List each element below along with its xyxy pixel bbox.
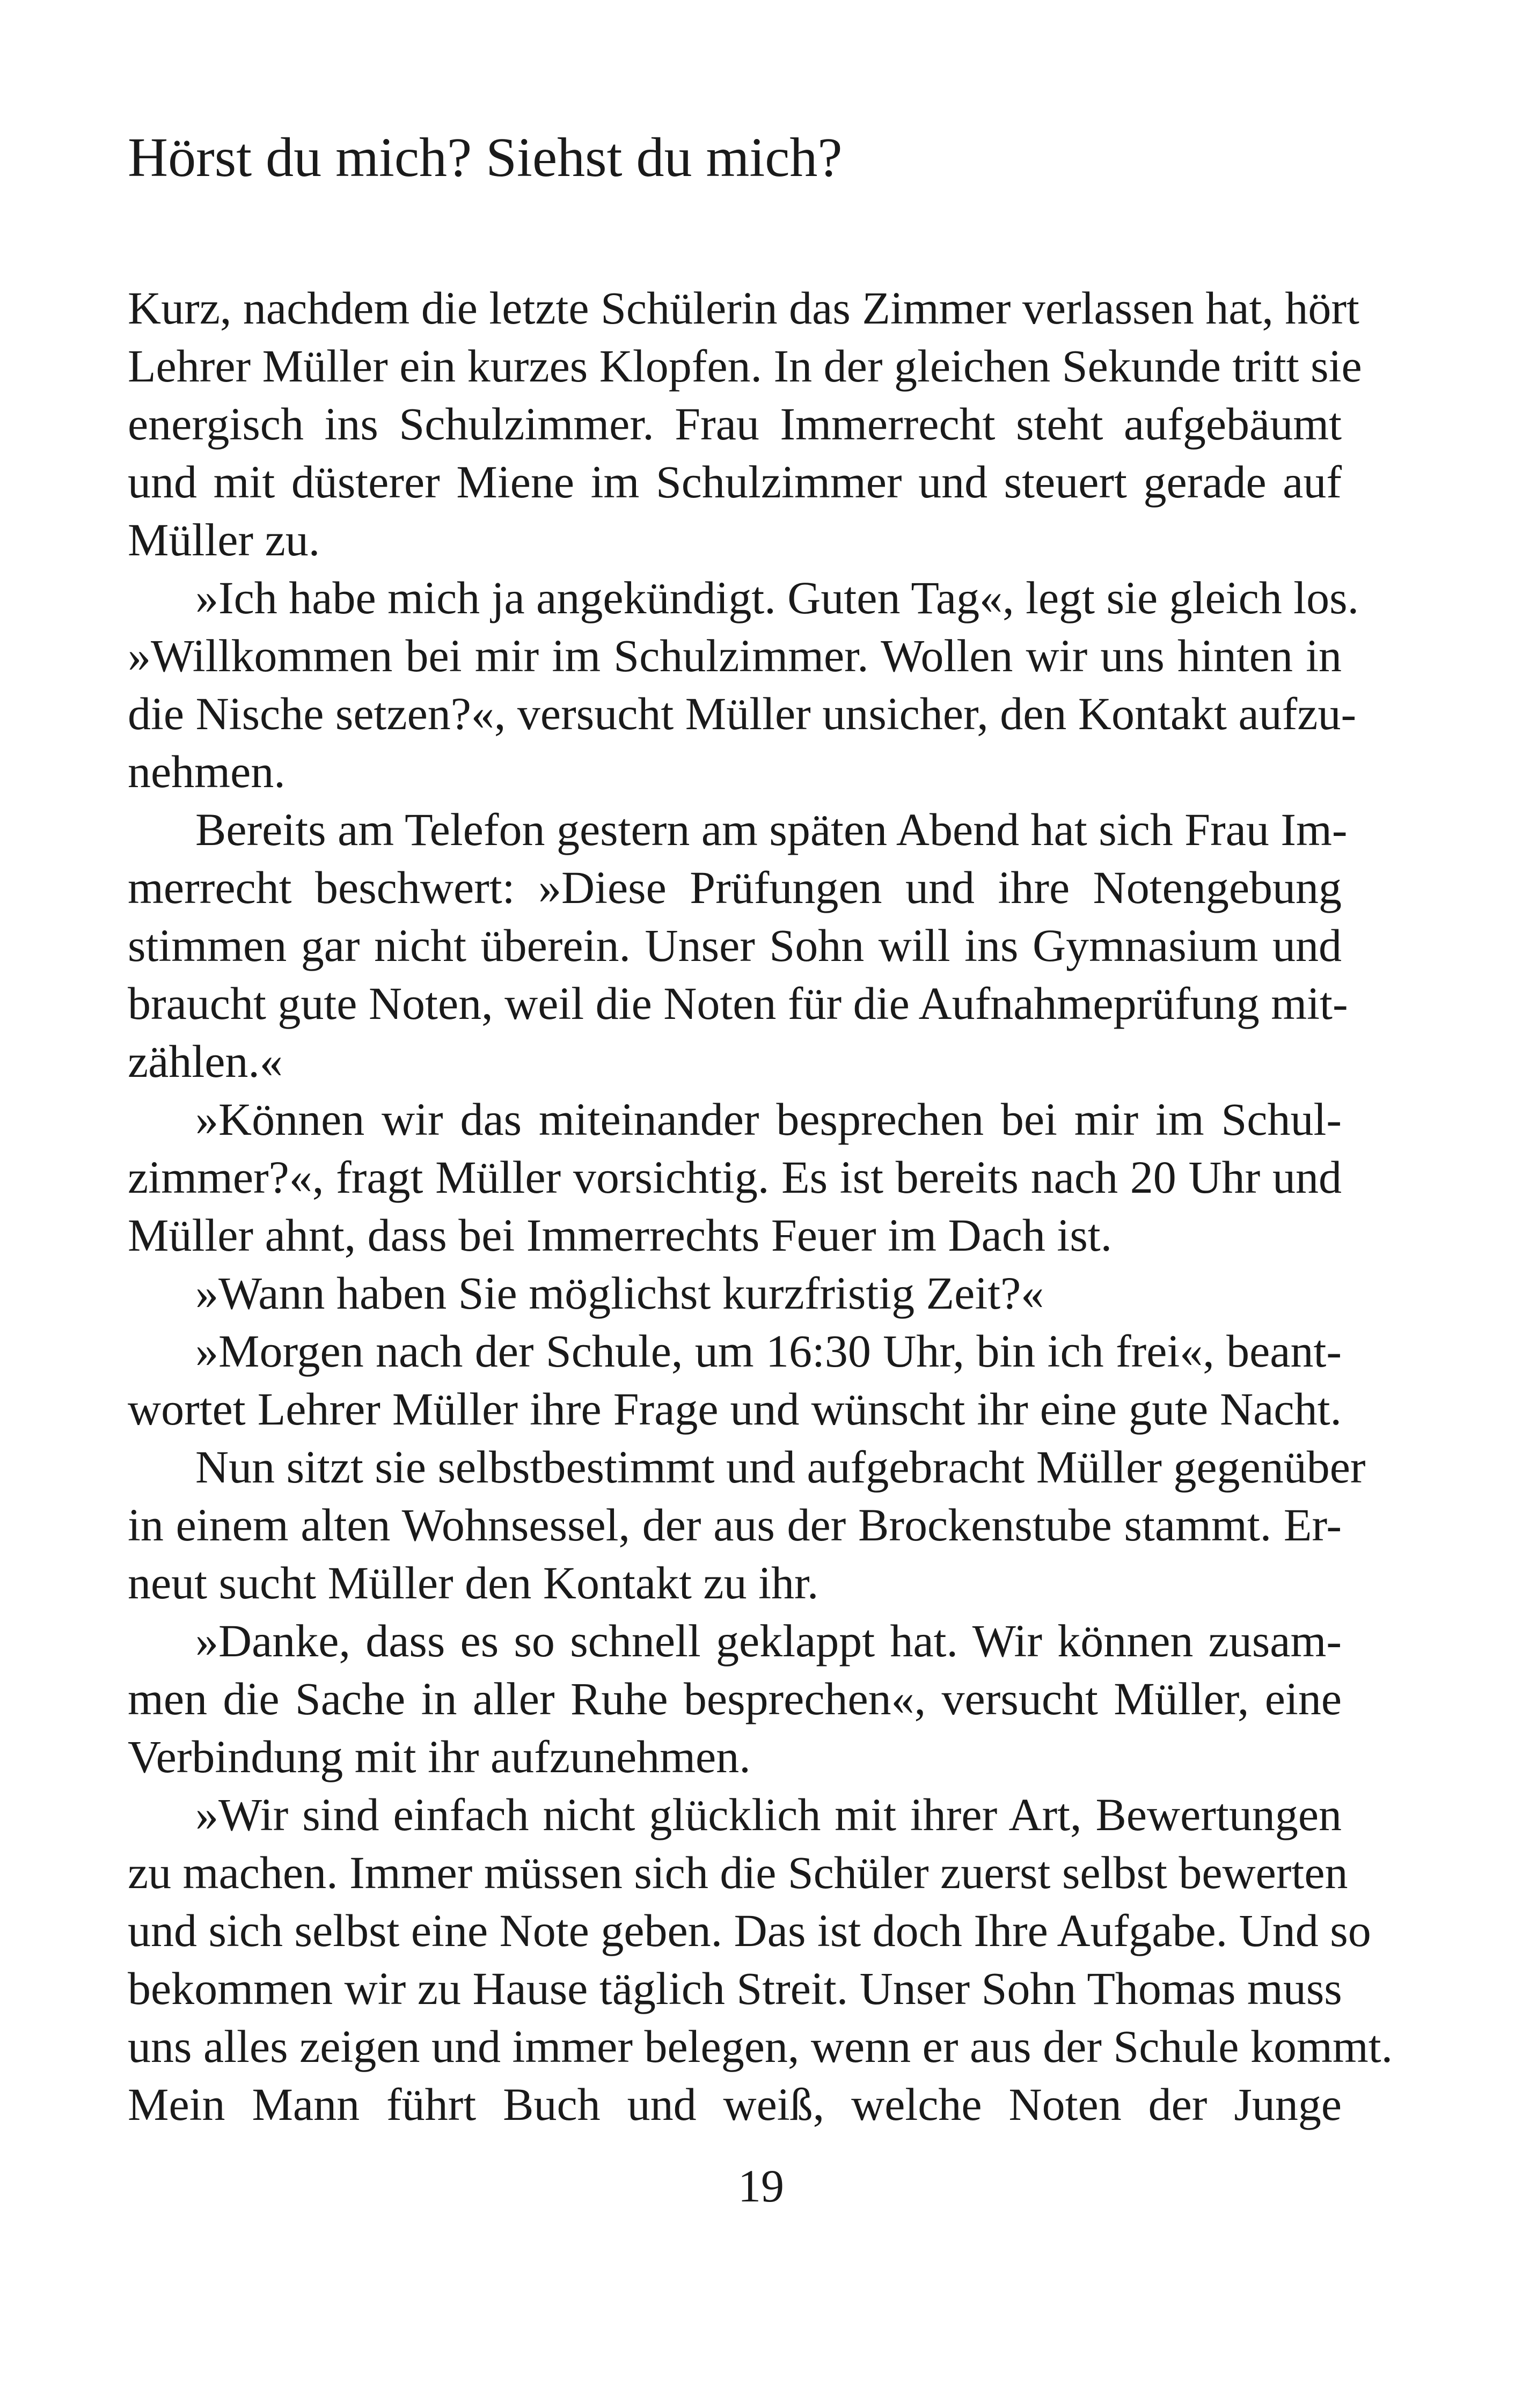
page-number: 19 xyxy=(738,2160,784,2212)
text-line: und mit düsterer Miene im Schulzimmer und steuert gerade auf xyxy=(128,456,1342,508)
text-line: stimmen gar nicht überein. Unser Sohn will ins Gymnasium und xyxy=(128,920,1342,971)
text-line: uns alles zeigen und immer belegen, wenn er aus der Schule kommt. xyxy=(128,2021,1393,2072)
text-line: Verbindung mit ihr aufzunehmen. xyxy=(128,1731,751,1782)
chapter-title: Hörst du mich? Siehst du mich? xyxy=(128,127,843,188)
text-line: »Morgen nach der Schule, um 16:30 Uhr, bin ich frei«, beant- xyxy=(195,1325,1342,1377)
body-text xyxy=(128,279,1393,2133)
text-line: merrecht beschwert: »Diese Prüfungen und ihre Notengebung xyxy=(128,862,1342,913)
text-line: »Können wir das miteinander besprechen bei mir im Schul- xyxy=(195,1093,1342,1145)
text-line: neut sucht Müller den Kontakt zu ihr. xyxy=(128,1557,819,1609)
text-line: zimmer?«, fragt Müller vorsichtig. Es ist bereits nach 20 Uhr und xyxy=(128,1151,1342,1203)
text-line: nehmen. xyxy=(128,746,286,797)
text-line: zählen.« xyxy=(128,1036,283,1087)
text-line: in einem alten Wohnsessel, der aus der Brockenstube stammt. Er- xyxy=(128,1499,1342,1551)
text-line: Bereits am Telefon gestern am späten Abend hat sich Frau Im- xyxy=(195,804,1348,855)
text-line: die Nische setzen?«, versucht Müller unsicher, den Kontakt aufzu- xyxy=(128,688,1357,739)
text-line: »Willkommen bei mir im Schulzimmer. Wollen wir uns hinten in xyxy=(128,630,1342,681)
text-line: Lehrer Müller ein kurzes Klopfen. In der gleichen Sekunde tritt sie xyxy=(128,340,1362,392)
text-line: »Wir sind einfach nicht glücklich mit ihrer Art, Bewertungen xyxy=(195,1789,1342,1840)
text-line: »Ich habe mich ja angekündigt. Guten Tag«, legt sie gleich los. xyxy=(195,572,1359,623)
text-line: »Wann haben Sie möglichst kurzfristig Zeit?« xyxy=(195,1267,1044,1319)
text-line: Müller ahnt, dass bei Immerrechts Feuer im Dach ist. xyxy=(128,1209,1113,1261)
text-line: men die Sache in aller Ruhe besprechen«, versucht Müller, eine xyxy=(128,1673,1342,1724)
text-line: Mein Mann führt Buch und weiß, welche Noten der Junge xyxy=(128,2079,1342,2130)
text-line: braucht gute Noten, weil die Noten für die Aufnahmeprüfung mit- xyxy=(128,978,1348,1029)
text-line: Müller zu. xyxy=(128,514,320,566)
text-line: zu machen. Immer müssen sich die Schüler zuerst selbst bewerten xyxy=(128,1847,1348,1898)
text-line: energisch ins Schulzimmer. Frau Immerrecht steht aufgebäumt xyxy=(128,398,1342,450)
text-line: Nun sitzt sie selbstbestimmt und aufgebracht Müller gegenüber xyxy=(195,1441,1366,1493)
text-line: Kurz, nachdem die letzte Schülerin das Zimmer verlassen hat, hört xyxy=(128,282,1359,334)
text-line: »Danke, dass es so schnell geklappt hat. Wir können zusam- xyxy=(195,1615,1342,1666)
text-line: und sich selbst eine Note geben. Das ist doch Ihre Aufgabe. Und so xyxy=(128,1905,1371,1956)
text-line: wortet Lehrer Müller ihre Frage und wünscht ihr eine gute Nacht. xyxy=(128,1383,1342,1435)
text-line: bekommen wir zu Hause täglich Streit. Unser Sohn Thomas muss xyxy=(128,1963,1342,2014)
